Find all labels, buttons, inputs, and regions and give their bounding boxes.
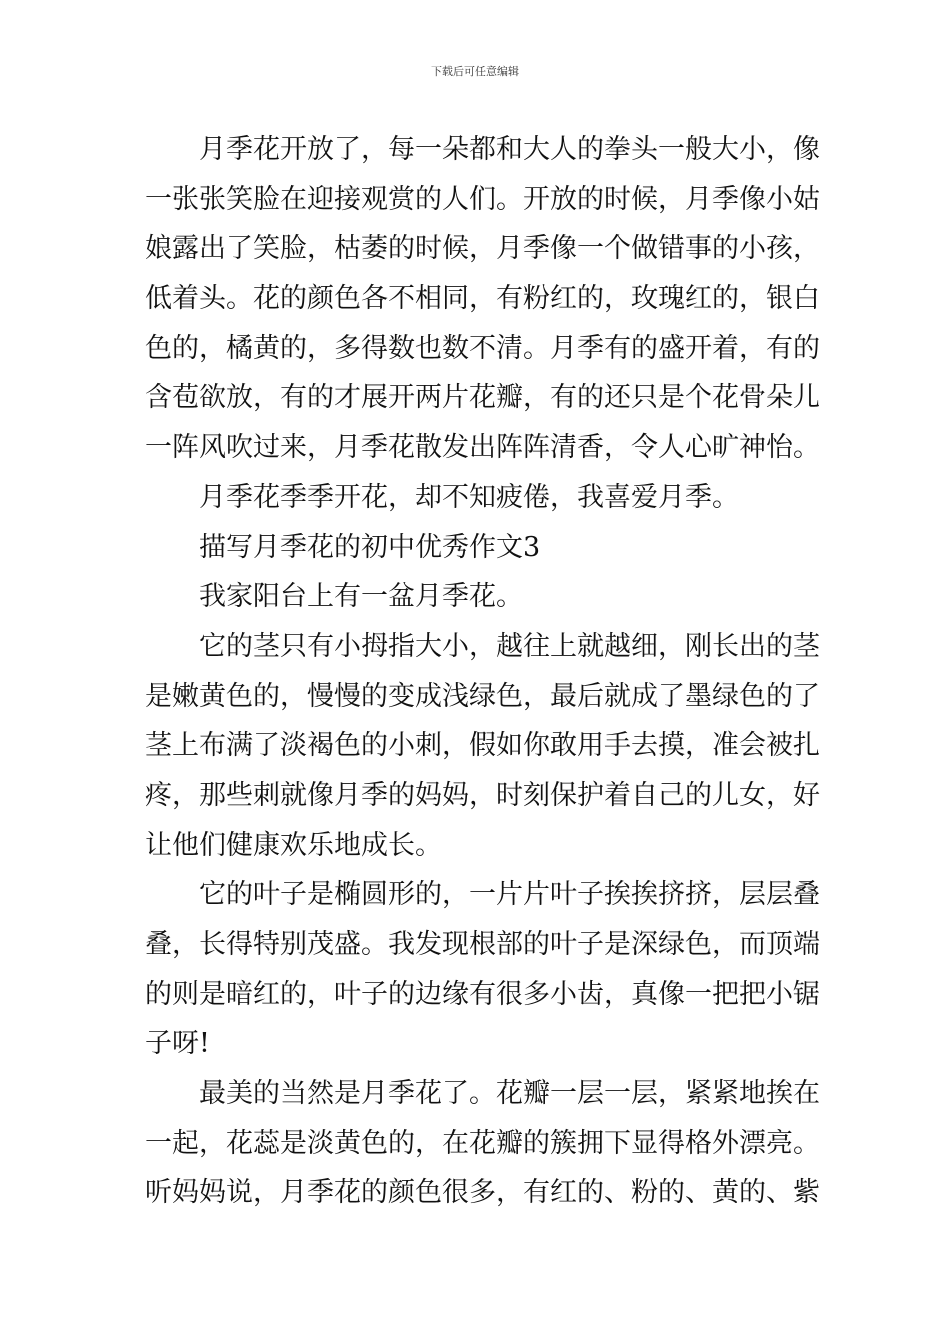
text-line: 低着头。花的颜色各不相同，有粉红的，玫瑰红的，银白 bbox=[145, 283, 820, 315]
text-line: 听妈妈说，月季花的颜色很多，有红的、粉的、黄的、紫 bbox=[145, 1177, 820, 1209]
text-line: 它的茎只有小拇指大小，越往上就越细，刚长出的茎 bbox=[199, 630, 820, 662]
text-line: 叠，长得特别茂盛。我发现根部的叶子是深绿色，而顶端 bbox=[145, 929, 820, 960]
text-line: 它的叶子是椭圆形的，一片片叶子挨挨挤挤，层层叠 bbox=[199, 879, 820, 911]
text-line: 描写月季花的初中优秀作文3 bbox=[199, 531, 541, 563]
text-line: 色的，橘黄的，多得数也数不清。月季有的盛开着，有的 bbox=[145, 332, 820, 364]
text-line: 一张张笑脸在迎接观赏的人们。开放的时候，月季像小姑 bbox=[145, 183, 820, 215]
text-line: 月季花季季开花，却不知疲倦，我喜爱月季。 bbox=[199, 481, 739, 513]
text-line: 茎上布满了淡褐色的小刺，假如你敢用手去摸，准会被扎 bbox=[145, 730, 820, 762]
text-line: 娘露出了笑脸，枯萎的时候，月季像一个做错事的小孩， bbox=[145, 233, 820, 265]
text-line: 疼，那些刺就像月季的妈妈，时刻保护着自己的儿女，好 bbox=[145, 779, 820, 811]
text-line: 的则是暗红的，叶子的边缘有很多小齿，真像一把把小锯 bbox=[145, 978, 820, 1010]
text-line: 一阵风吹过来，月季花散发出阵阵清香，令人心旷神怡。 bbox=[145, 432, 820, 464]
page-header: 下载后可任意编辑 bbox=[431, 65, 519, 78]
document-body bbox=[145, 125, 820, 1218]
text-line: 我家阳台上有一盆月季花。 bbox=[199, 581, 523, 613]
text-line: 含苞欲放，有的才展开两片花瓣，有的还只是个花骨朵儿 bbox=[145, 382, 820, 414]
text-line: 是嫩黄色的，慢慢的变成浅绿色，最后就成了墨绿色的了 bbox=[145, 680, 820, 712]
text-line: 子呀! bbox=[145, 1028, 210, 1060]
text-line: 最美的当然是月季花了。花瓣一层一层，紧紧地挨在 bbox=[199, 1078, 820, 1110]
text-line: 月季花开放了，每一朵都和大人的拳头一般大小，像 bbox=[199, 134, 820, 165]
text-line: 让他们健康欢乐地成长。 bbox=[145, 829, 442, 861]
text-line: 一起，花蕊是淡黄色的，在花瓣的簇拥下显得格外漂亮。 bbox=[145, 1127, 820, 1159]
